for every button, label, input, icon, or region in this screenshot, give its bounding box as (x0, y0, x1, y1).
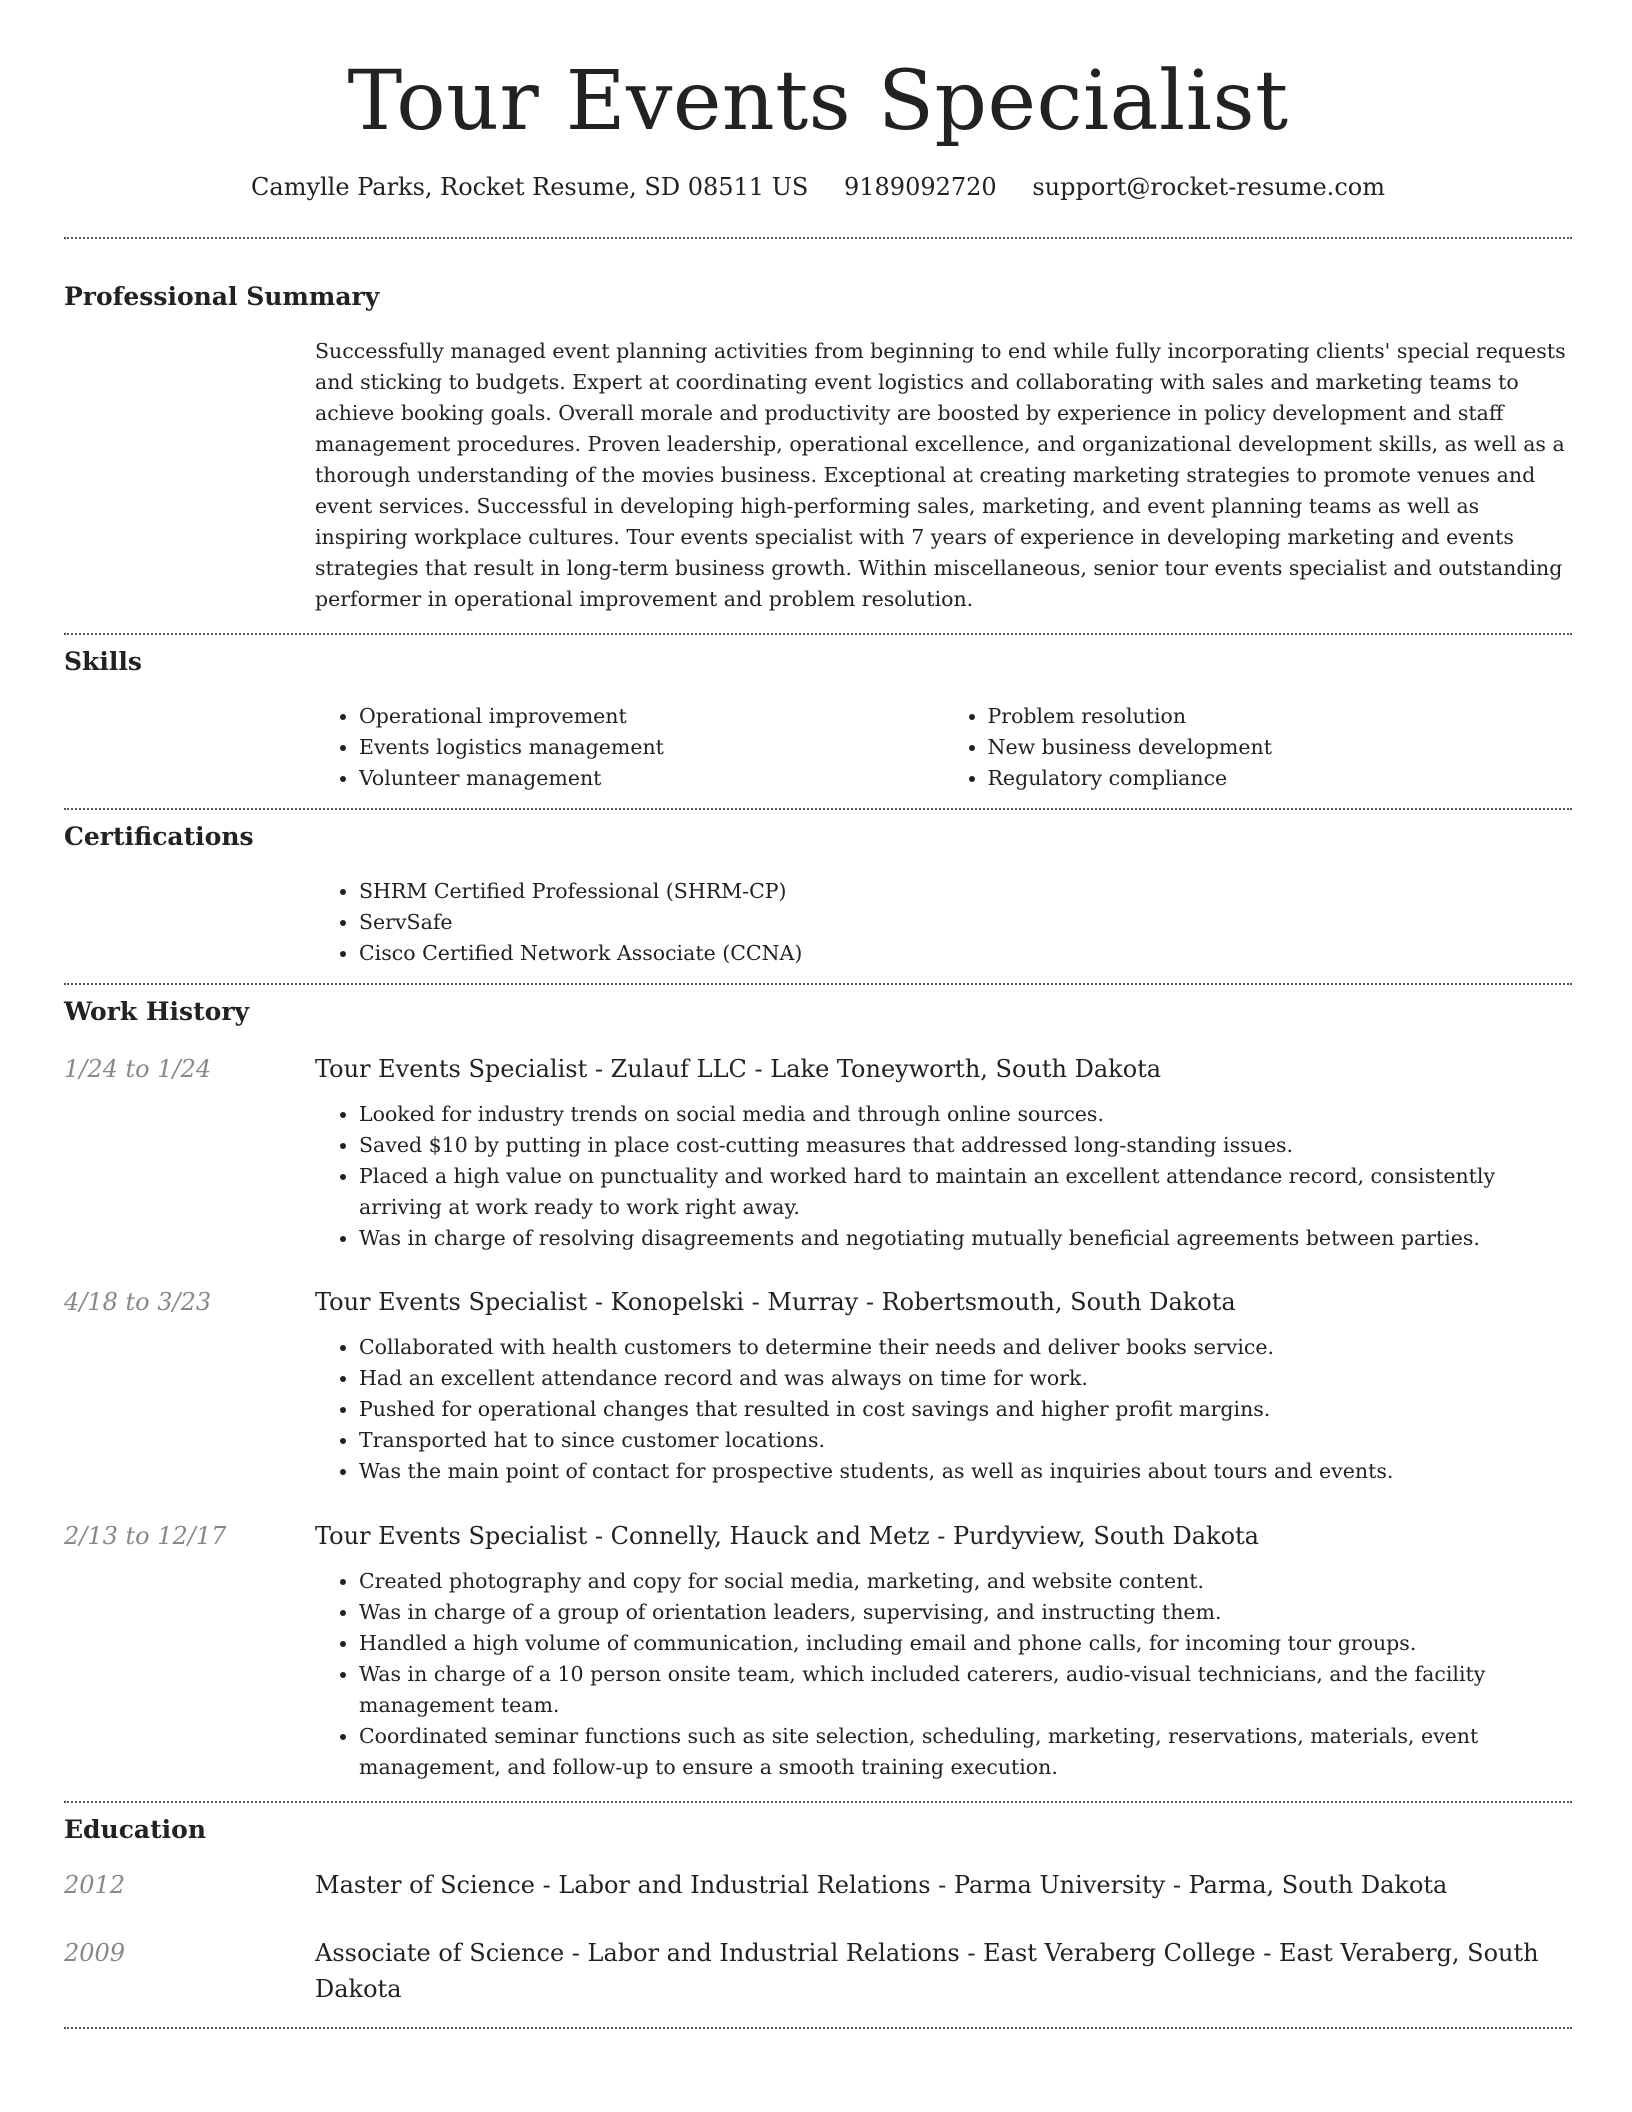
job-bullets (315, 1099, 1572, 1254)
education-entry (64, 1935, 1572, 2007)
contact-line (64, 172, 1572, 202)
job-bullet: • Had an excellent attendance record and was always on time for work. (359, 1363, 1572, 1394)
job-bullet: • Collaborated with health customers to determine their needs and deliver books service. (359, 1332, 1572, 1363)
skills-section (64, 647, 1572, 794)
job-title: Tour Events Specialist - Connelly, Hauck and Metz - Purdyview, South Dakota (315, 1522, 1259, 1550)
section-divider (64, 983, 1572, 985)
job-bullet: • Was in charge of resolving disagreements and negotiating mutually beneficial agreements between parties. (359, 1223, 1572, 1254)
job-bullet: • Was in charge of a group of orientation leaders, supervising, and instructing them. (359, 1597, 1572, 1628)
certifications-section (64, 822, 1572, 969)
summary-text: Successfully managed event planning activities from beginning to end while fully incorporating clients' special requests and sticking to budgets. Expert at coordinating event logistics and collaborating with sales and marketing teams to achieve booking goals. Overall morale and productivity are boosted by experience in policy development and staff management procedures. Proven leadership, operational excellence, and organizational development skills, as well as a thorough understanding of the movies business. Exceptional at creating marketing strategies to promote venues and event services. Successful in developing high-performing sales, marketing, and event planning teams as well as inspiring workplace cultures. Tour events specialist with 7 years of experience in developing marketing and events strategies that result in long-term business growth. Within miscellaneous, senior tour events specialist and outstanding performer in operational improvement and problem resolution. (315, 339, 1566, 611)
job-bullet: • Looked for industry trends on social media and through online sources. (359, 1099, 1572, 1130)
skill-item: • Regulatory compliance (988, 763, 1573, 794)
skill-item: • New business development (988, 732, 1573, 763)
work-history-heading: Work History (64, 997, 250, 1026)
job-dates: 4/18 to 3/23 (64, 1288, 212, 1316)
job-bullets (315, 1566, 1572, 1783)
job-bullet: • Saved $10 by putting in place cost-cutting measures that addressed long-standing issues. (359, 1130, 1572, 1161)
job-entry (64, 1286, 1572, 1487)
certification-item: • ServSafe (359, 907, 1572, 938)
education-section (64, 1815, 1572, 2007)
summary-section (64, 282, 1572, 615)
certifications-list (315, 876, 1572, 969)
job-bullet: • Handled a high volume of communication, including email and phone calls, for incoming tour groups. (359, 1628, 1572, 1659)
section-divider (64, 1801, 1572, 1803)
education-year: 2012 (64, 1871, 126, 1899)
summary-heading: Professional Summary (64, 282, 380, 311)
job-title: Tour Events Specialist - Zulauf LLC - Lake Toneyworth, South Dakota (315, 1055, 1162, 1083)
section-divider (64, 633, 1572, 635)
section-divider (64, 2027, 1572, 2029)
job-bullet: • Was in charge of a 10 person onsite team, which included caterers, audio-visual technicians, and the facility management team. (359, 1659, 1572, 1721)
contact-address: Camylle Parks, Rocket Resume, SD 08511 US (251, 173, 809, 201)
skill-item: • Problem resolution (988, 701, 1573, 732)
job-dates: 2/13 to 12/17 (64, 1522, 227, 1550)
skill-item: • Volunteer management (359, 763, 944, 794)
education-year: 2009 (64, 1939, 126, 1967)
job-bullet: • Was the main point of contact for prospective students, as well as inquiries about tours and events. (359, 1456, 1572, 1487)
skills-heading: Skills (64, 647, 142, 676)
contact-email: support@rocket-resume.com (1032, 173, 1385, 201)
education-title: Master of Science - Labor and Industrial Relations - Parma University - Parma, South Dakota (315, 1871, 1448, 1899)
education-title: Associate of Science - Labor and Industrial Relations - East Veraberg College - East Veraberg, South Dakota (315, 1939, 1539, 2003)
resume-title: Tour Events Specialist (347, 54, 1289, 149)
job-entry (64, 1053, 1572, 1254)
job-bullet: • Transported hat to since customer locations. (359, 1425, 1572, 1456)
education-heading: Education (64, 1815, 207, 1844)
job-bullets (315, 1332, 1572, 1487)
certifications-heading: Certifications (64, 822, 254, 851)
skill-item: • Operational improvement (359, 701, 944, 732)
job-bullet: • Coordinated seminar functions such as site selection, scheduling, marketing, reservations, materials, event management, and follow-up to ensure a smooth training execution. (359, 1721, 1572, 1783)
job-entry (64, 1520, 1572, 1783)
job-bullet: • Created photography and copy for social media, marketing, and website content. (359, 1566, 1572, 1597)
job-bullet: • Placed a high value on punctuality and worked hard to maintain an excellent attendance record, consistently arriving at work ready to work right away. (359, 1161, 1572, 1223)
education-entry (64, 1867, 1572, 1903)
skills-list-right (944, 701, 1573, 794)
certification-item: • SHRM Certified Professional (SHRM-CP) (359, 876, 1572, 907)
section-divider (64, 237, 1572, 239)
work-history-section (64, 997, 1572, 1783)
contact-phone: 9189092720 (844, 173, 997, 201)
skill-item: • Events logistics management (359, 732, 944, 763)
certification-item: • Cisco Certified Network Associate (CCNA) (359, 938, 1572, 969)
skills-list-left (315, 701, 944, 794)
section-divider (64, 808, 1572, 810)
job-bullet: • Pushed for operational changes that resulted in cost savings and higher profit margins. (359, 1394, 1572, 1425)
resume-page (64, 0, 1572, 2029)
job-title: Tour Events Specialist - Konopelski - Murray - Robertsmouth, South Dakota (315, 1288, 1236, 1316)
job-dates: 1/24 to 1/24 (64, 1055, 212, 1083)
